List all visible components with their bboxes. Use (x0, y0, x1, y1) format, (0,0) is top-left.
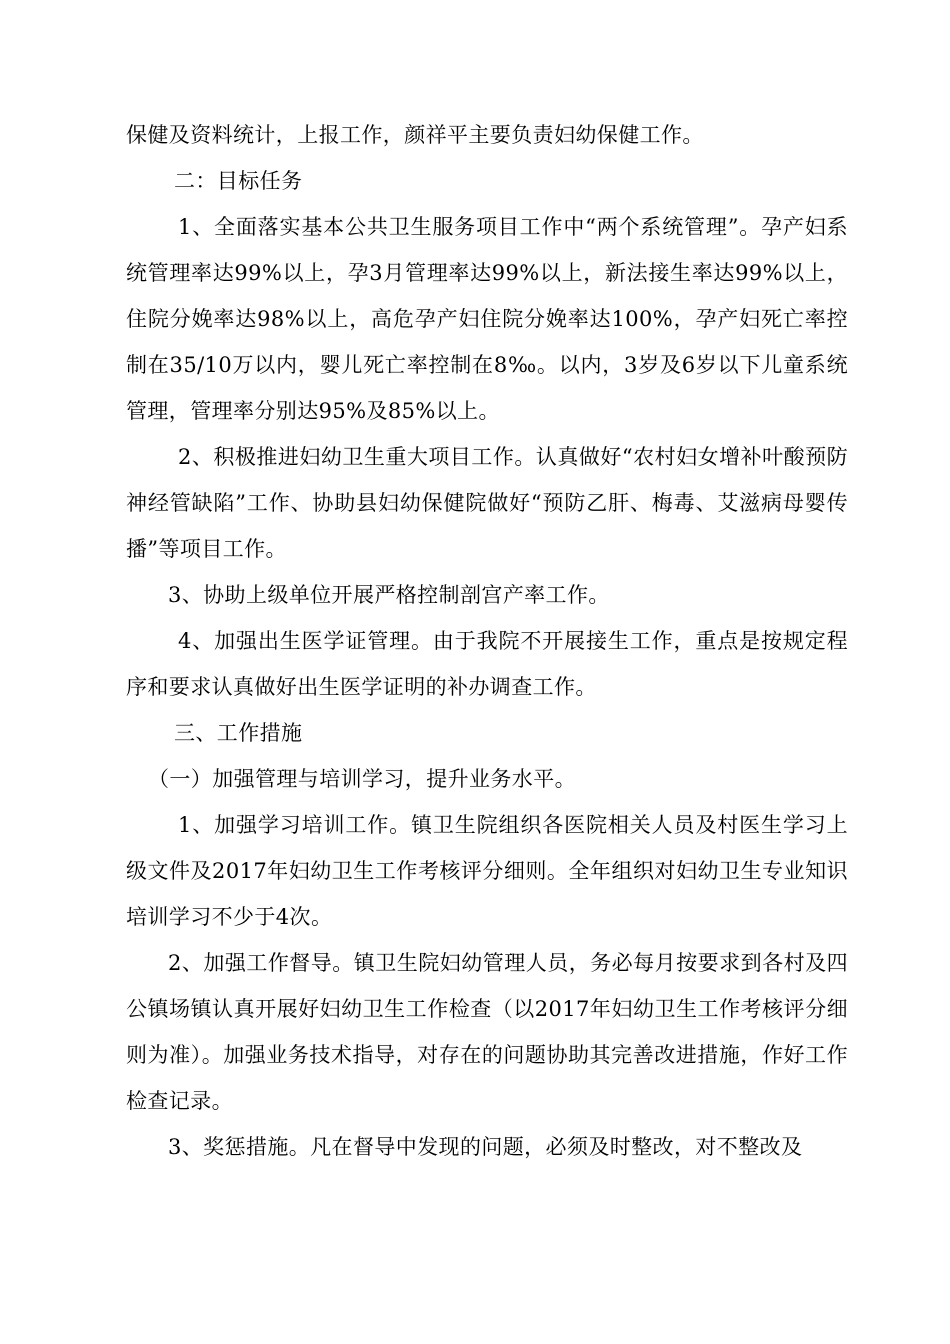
paragraph-measure-1: 1、加强学习培训工作。镇卫生院组织各医院相关人员及村医生学习上级文件及2017年妇幼卫生工作考核评分细则。全年组织对妇幼卫生专业知识培训学习不少于4次。 (126, 813, 848, 929)
paragraph-goal-3: 3、协助上级单位开展严格控制剖宫产率工作。 (168, 583, 610, 607)
paragraph-goal-1: 1、全面落实基本公共卫生服务项目工作中“两个系统管理”。孕产妇系统管理率达99%以上，孕3月管理率达99%以上，新法接生率达99%以上，住院分娩率达98%以上，高危孕产妇住院分娩率达100%，孕产妇死亡率控制在35/10万以内，婴儿死亡率控制在8‰。以内，3岁及6岁以下儿童系统管理，管理率分别达95%及85%以上。 (126, 215, 848, 423)
paragraph-goal-2: 2、积极推进妇幼卫生重大项目工作。认真做好“农村妇女增补叶酸预防神经管缺陷”工作、协助县妇幼保健院做好“预防乙肝、梅毒、艾滋病母婴传播”等项目工作。 (126, 445, 848, 561)
document-body (126, 112, 848, 1170)
paragraph-measure-2: 2、加强工作督导。镇卫生院妇幼管理人员，务必每月按要求到各村及四公镇场镇认真开展好妇幼卫生工作检查（以2017年妇幼卫生工作考核评分细则为准）。加强业务技术指导，对存在的问题协助其完善改进措施，作好工作检查记录。 (126, 951, 848, 1113)
paragraph-continuation: 保健及资料统计，上报工作，颜祥平主要负责妇幼保健工作。 (126, 123, 704, 147)
section-heading-goals: 二：目标任务 (174, 169, 303, 193)
paragraph-measure-3: 3、奖惩措施。凡在督导中发现的问题，必须及时整改，对不整改及 (168, 1135, 803, 1159)
subsection-heading-1: （一）加强管理与培训学习，提升业务水平。 (148, 767, 576, 791)
paragraph-goal-4: 4、加强出生医学证管理。由于我院不开展接生工作，重点是按规定程序和要求认真做好出生医学证明的补办调查工作。 (126, 629, 848, 699)
section-heading-measures: 三、工作措施 (174, 721, 303, 745)
